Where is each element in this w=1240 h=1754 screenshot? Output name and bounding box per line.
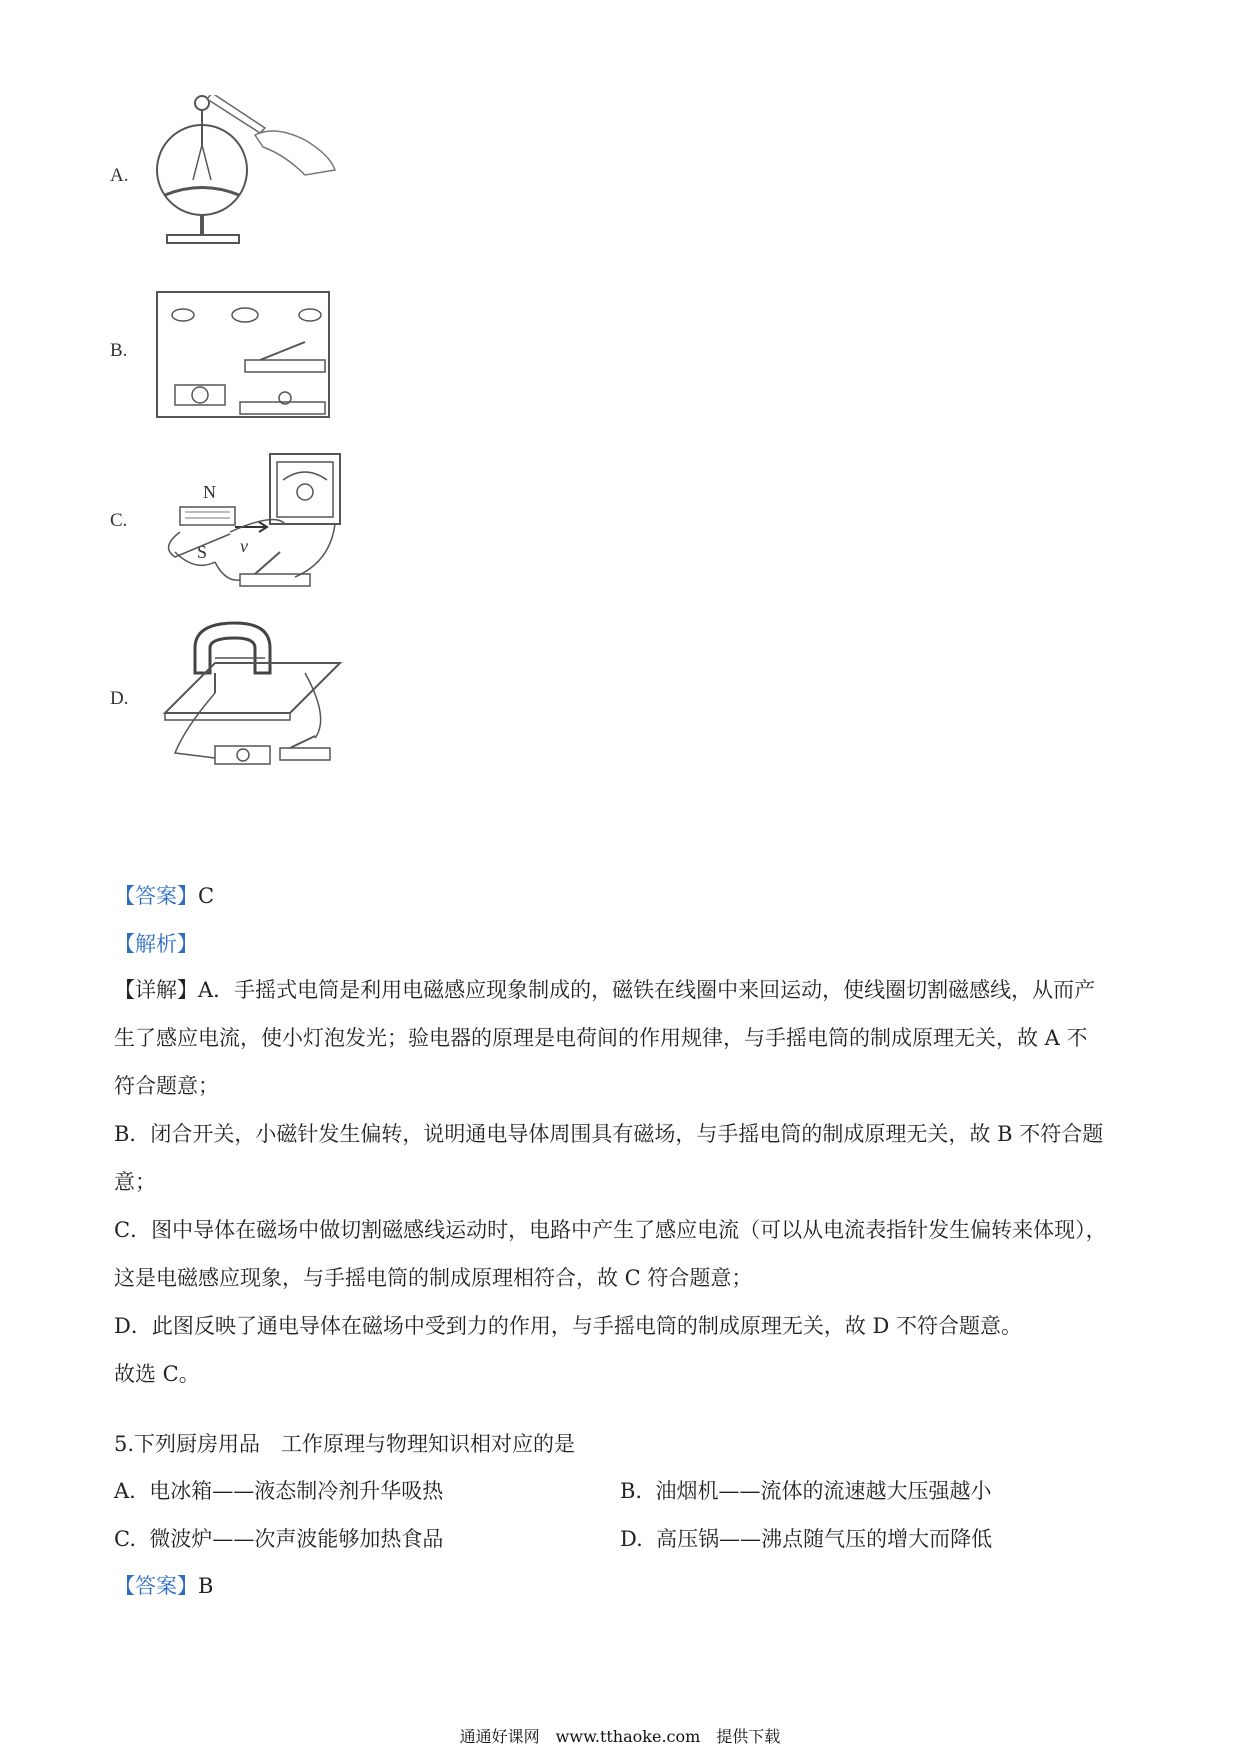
- q5-option-d: [620, 1523, 992, 1553]
- answer-line-1: [114, 880, 214, 910]
- q5-option-c-label: C.: [114, 1527, 136, 1551]
- q5-option-c-text: 微波炉——次声波能够加热食品: [149, 1527, 444, 1551]
- detail-tag: 【详解】: [114, 978, 198, 1002]
- compass-circuit-figure: [155, 290, 345, 425]
- detail-line-5: 意；: [114, 1170, 156, 1194]
- option-c-label: C.: [110, 510, 128, 531]
- north-pole-label: N: [203, 482, 216, 502]
- electroscope-figure: [155, 95, 345, 265]
- detail-conclusion: 故选 C。: [114, 1362, 200, 1386]
- answer-2-value: B: [198, 1574, 214, 1598]
- induction-galvanometer-figure: [155, 452, 345, 612]
- q5-option-a-label: A.: [114, 1479, 136, 1503]
- south-pole-label: S: [197, 542, 208, 562]
- question-5-stem: [114, 1420, 1134, 1468]
- detail-a-text-1: A．手摇式电筒是利用电磁感应现象制成的，磁铁在线圈中来回运动，使线圈切割磁感线，从而产: [198, 978, 1096, 1002]
- motor-force-figure: [155, 618, 345, 788]
- detail-line-1: [114, 966, 1134, 1014]
- detail-line-3: 符合题意；: [114, 1074, 219, 1098]
- question-stem-text: 5.下列厨房用品 工作原理与物理知识相对应的是: [114, 1432, 576, 1456]
- q5-option-a: [114, 1475, 443, 1505]
- answer-tag: 【答案】: [114, 884, 198, 908]
- detail-line-6: C．图中导体在磁场中做切割磁感线运动时，电路中产生了感应电流（可以从电流表指针发生偏转来体现），: [114, 1218, 1107, 1242]
- q5-option-b-text: 油烟机——流体的流速越大压强越小: [655, 1479, 992, 1503]
- q5-option-b: [620, 1475, 991, 1505]
- detail-line-4: B．闭合开关，小磁针发生偏转，说明通电导体周围具有磁场，与手摇电筒的制成原理无关，故 B 不符合题: [114, 1122, 1104, 1146]
- answer-2-tag: 【答案】: [114, 1574, 198, 1598]
- answer-value: C: [198, 884, 215, 908]
- q5-option-d-label: D.: [620, 1527, 643, 1551]
- q5-option-d-text: 高压锅——沸点随气压的增大而降低: [656, 1527, 993, 1551]
- answer-line-2: [114, 1570, 213, 1600]
- detail-line-2: 生了感应电流，使小灯泡发光；验电器的原理是电荷间的作用规律，与手摇电筒的制成原理无关，故 A 不: [114, 1026, 1088, 1050]
- analysis-tag: 【解析】: [114, 932, 198, 956]
- page-footer: 通通好课网 www.tthaoke.com 提供下载: [459, 1727, 781, 1746]
- q5-option-b-label: B.: [620, 1479, 643, 1503]
- q5-option-c: [114, 1523, 443, 1553]
- option-a-label: A.: [110, 165, 129, 186]
- q5-option-a-text: 电冰箱——液态制冷剂升华吸热: [149, 1479, 444, 1503]
- detail-block: [114, 966, 1134, 1398]
- option-d-label: D.: [110, 688, 129, 709]
- analysis-line: [114, 928, 198, 958]
- detail-line-8: D．此图反映了通电导体在磁场中受到力的作用，与手摇电筒的制成原理无关，故 D 不符合题意。: [114, 1314, 1023, 1338]
- option-b-label: B.: [110, 340, 128, 361]
- velocity-label: v: [240, 536, 248, 556]
- detail-line-7: 这是电磁感应现象，与手摇电筒的制成原理相符合，故 C 符合题意；: [114, 1266, 753, 1290]
